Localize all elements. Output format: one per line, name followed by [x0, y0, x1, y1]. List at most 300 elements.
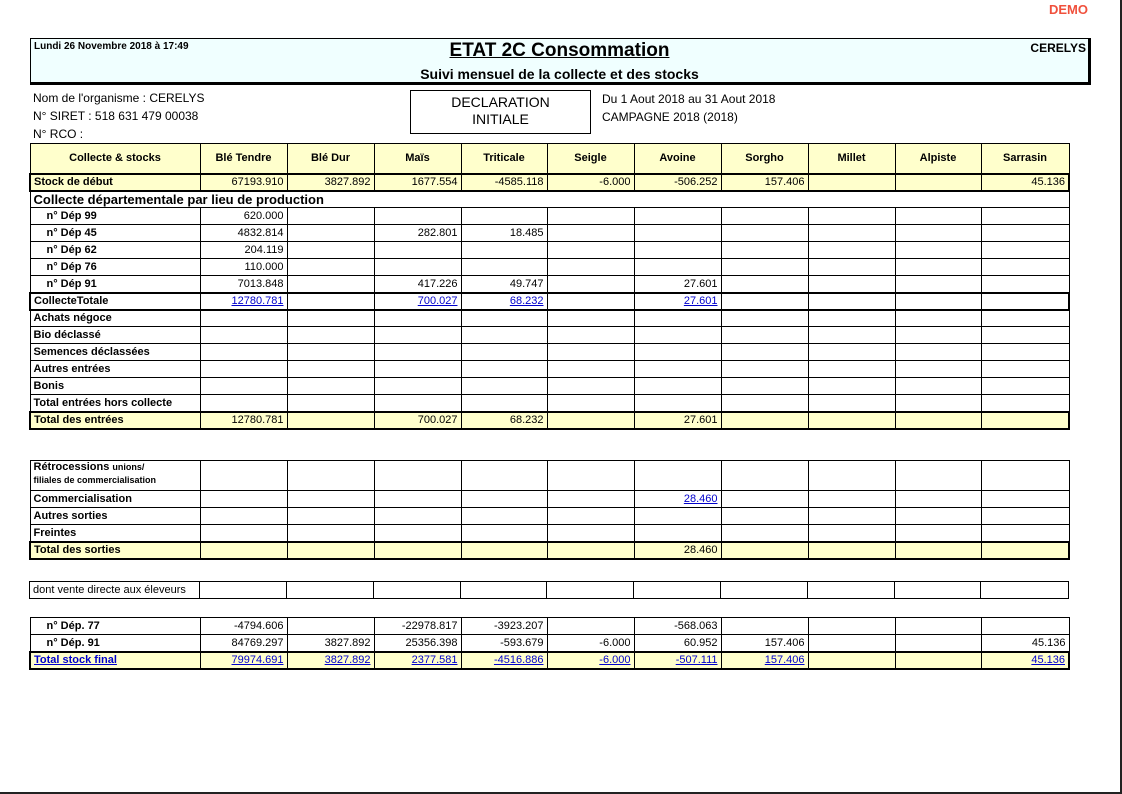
value-cell — [461, 344, 547, 361]
value-cell — [808, 412, 895, 429]
value-cell — [634, 508, 721, 525]
value-cell — [200, 525, 287, 542]
value-cell — [547, 242, 634, 259]
row-label: n° Dép. 91 — [30, 635, 200, 652]
value-cell — [981, 276, 1069, 293]
value-cell — [287, 225, 374, 242]
value-cell — [287, 412, 374, 429]
entree-row — [30, 344, 1069, 361]
retrocessions-small1: unions/ — [112, 462, 145, 472]
value-cell — [461, 361, 547, 378]
row-label: Semences déclassées — [30, 344, 200, 361]
value-cell[interactable] — [981, 652, 1069, 669]
value-cell — [808, 293, 895, 310]
value-cell — [374, 310, 461, 327]
stock-debut-row — [30, 174, 1069, 191]
value-cell[interactable] — [461, 293, 547, 310]
value-cell — [287, 327, 374, 344]
row-label: CollecteTotale — [30, 293, 200, 310]
value-cell — [287, 525, 374, 542]
value-cell: -6.000 — [547, 635, 634, 652]
value-cell — [461, 378, 547, 395]
value-cell — [547, 525, 634, 542]
value-cell — [808, 395, 895, 412]
collecte-section-title: Collecte départementale par lieu de production — [30, 191, 1069, 208]
column-header: Sarrasin — [981, 144, 1069, 174]
value-cell[interactable] — [721, 652, 808, 669]
value-cell — [547, 378, 634, 395]
value-cell — [981, 310, 1069, 327]
declaration-line1: DECLARATION — [451, 94, 550, 110]
entree-row — [30, 361, 1069, 378]
value-cell: 25356.398 — [374, 635, 461, 652]
value-cell — [721, 378, 808, 395]
value-cell — [721, 225, 808, 242]
value-cell — [895, 276, 981, 293]
period-dates: Du 1 Aout 2018 au 31 Aout 2018 — [602, 92, 776, 106]
value-cell — [634, 395, 721, 412]
value-cell — [981, 618, 1069, 635]
value-cell — [634, 208, 721, 225]
value-cell: 4832.814 — [200, 225, 287, 242]
total-sorties-row — [30, 542, 1069, 559]
value-cell — [981, 293, 1069, 310]
value-cell — [634, 344, 721, 361]
value-cell — [808, 208, 895, 225]
value-cell — [461, 525, 547, 542]
value-cell: 1677.554 — [374, 174, 461, 191]
value-cell — [895, 344, 981, 361]
value-cell — [200, 344, 287, 361]
value-cell — [895, 525, 981, 542]
row-label: Total entrées hors collecte — [30, 395, 200, 412]
info-rco: N° RCO : — [33, 127, 84, 141]
row-label: Freintes — [30, 525, 200, 542]
value-cell: 49.747 — [461, 276, 547, 293]
value-link[interactable]: 28.460 — [683, 493, 718, 505]
value-cell: -3923.207 — [461, 618, 547, 635]
declaration-line2: INITIALE — [472, 111, 529, 127]
value-cell — [895, 225, 981, 242]
value-cell — [721, 491, 808, 508]
value-cell — [721, 508, 808, 525]
commercialisation-row — [30, 491, 1069, 508]
value-cell[interactable] — [200, 652, 287, 669]
column-header: Seigle — [547, 144, 634, 174]
final-dep-row — [30, 635, 1069, 652]
column-header: Millet — [808, 144, 895, 174]
value-cell: 45.136 — [981, 635, 1069, 652]
value-cell — [634, 225, 721, 242]
value-cell — [547, 208, 634, 225]
value-cell — [287, 618, 374, 635]
demo-watermark: DEMO — [1049, 2, 1088, 17]
value-link[interactable]: 45.136 — [1031, 654, 1065, 666]
row-label: Autres sorties — [30, 508, 200, 525]
value-cell — [547, 618, 634, 635]
value-cell — [287, 461, 374, 491]
value-cell — [200, 508, 287, 525]
value-cell: -4585.118 — [461, 174, 547, 191]
retrocessions-row — [30, 461, 1069, 491]
value-cell: 204.119 — [200, 242, 287, 259]
value-cell: 157.406 — [721, 174, 808, 191]
value-cell — [461, 327, 547, 344]
value-cell — [808, 259, 895, 276]
final-dep-row — [30, 618, 1069, 635]
info-nom: Nom de l'organisme : CERELYS — [33, 91, 205, 105]
value-link[interactable]: 700.027 — [417, 295, 458, 307]
column-header: Blé Tendre — [200, 144, 287, 174]
value-cell: -22978.817 — [374, 618, 461, 635]
value-cell — [287, 361, 374, 378]
value-cell — [721, 582, 808, 599]
value-cell: 157.406 — [721, 635, 808, 652]
value-cell — [808, 174, 895, 191]
entree-row — [30, 310, 1069, 327]
value-cell — [547, 582, 634, 599]
value-cell — [634, 461, 721, 491]
value-link[interactable]: 12780.781 — [231, 295, 284, 307]
value-cell: 68.232 — [461, 412, 547, 429]
row-label: Commercialisation — [30, 491, 200, 508]
value-cell — [461, 310, 547, 327]
value-cell — [895, 208, 981, 225]
value-cell — [547, 259, 634, 276]
value-cell — [721, 242, 808, 259]
value-cell — [374, 491, 461, 508]
value-cell — [808, 310, 895, 327]
stock-table — [29, 143, 1070, 430]
value-cell — [895, 242, 981, 259]
value-cell — [547, 276, 634, 293]
row-label: n° Dép 62 — [30, 242, 200, 259]
value-cell: 60.952 — [634, 635, 721, 652]
value-cell — [721, 461, 808, 491]
value-cell: 3827.892 — [287, 635, 374, 652]
column-header: Maïs — [374, 144, 461, 174]
value-link[interactable]: 157.406 — [764, 654, 805, 666]
value-cell — [200, 310, 287, 327]
value-cell: 45.136 — [981, 174, 1069, 191]
value-cell — [721, 525, 808, 542]
value-cell — [895, 508, 981, 525]
value-cell — [808, 618, 895, 635]
value-cell — [547, 293, 634, 310]
value-cell — [461, 491, 547, 508]
value-cell: 110.000 — [200, 259, 287, 276]
value-cell — [374, 508, 461, 525]
value-cell — [895, 635, 981, 652]
dep-row — [30, 225, 1069, 242]
value-cell: -4794.606 — [200, 618, 287, 635]
value-cell — [547, 491, 634, 508]
value-cell — [200, 378, 287, 395]
column-header: Collecte & stocks — [30, 144, 200, 174]
value-cell — [461, 582, 547, 599]
value-cell — [287, 582, 374, 599]
row-label: Bonis — [30, 378, 200, 395]
value-cell — [634, 259, 721, 276]
value-cell: 620.000 — [200, 208, 287, 225]
value-cell — [200, 461, 287, 491]
value-cell: 18.485 — [461, 225, 547, 242]
value-cell — [374, 582, 461, 599]
value-cell: 3827.892 — [287, 174, 374, 191]
value-cell — [981, 378, 1069, 395]
value-cell — [895, 293, 981, 310]
entree-row — [30, 395, 1069, 412]
value-cell — [981, 361, 1069, 378]
sortie-row — [30, 525, 1069, 542]
total-entrees-row — [30, 412, 1069, 429]
row-label: n° Dép 91 — [30, 276, 200, 293]
value-cell — [895, 461, 981, 491]
value-cell — [895, 310, 981, 327]
value-cell — [808, 635, 895, 652]
value-cell — [547, 395, 634, 412]
declaration-box — [410, 90, 591, 134]
value-cell — [287, 310, 374, 327]
value-link[interactable]: 79974.691 — [231, 654, 284, 666]
value-cell — [981, 525, 1069, 542]
value-cell — [895, 582, 981, 599]
value-cell — [287, 242, 374, 259]
value-cell[interactable] — [374, 652, 461, 669]
value-cell — [547, 508, 634, 525]
value-cell: -506.252 — [634, 174, 721, 191]
value-cell — [461, 259, 547, 276]
value-cell — [374, 525, 461, 542]
value-cell — [634, 310, 721, 327]
value-link[interactable]: -507.111 — [675, 654, 718, 666]
report-header — [30, 38, 1091, 85]
row-label: dont vente directe aux éleveurs — [30, 582, 200, 599]
value-cell — [287, 508, 374, 525]
value-cell — [287, 259, 374, 276]
value-cell — [287, 542, 374, 559]
dep-row — [30, 276, 1069, 293]
value-cell — [634, 242, 721, 259]
value-cell — [895, 652, 981, 669]
value-cell — [547, 542, 634, 559]
row-label[interactable] — [30, 652, 200, 669]
value-cell — [374, 461, 461, 491]
dep-row — [30, 259, 1069, 276]
value-cell — [721, 344, 808, 361]
value-cell — [374, 378, 461, 395]
stock-final-table — [29, 617, 1070, 670]
value-cell — [634, 327, 721, 344]
entree-row — [30, 378, 1069, 395]
retrocessions-text: Rétrocessions — [33, 461, 110, 473]
period-campagne: CAMPAGNE 2018 (2018) — [602, 110, 738, 124]
value-cell[interactable] — [547, 652, 634, 669]
value-cell[interactable] — [634, 293, 721, 310]
value-cell — [808, 652, 895, 669]
value-cell — [634, 582, 721, 599]
value-cell: 84769.297 — [200, 635, 287, 652]
value-cell — [981, 582, 1069, 599]
value-cell — [374, 542, 461, 559]
value-cell — [981, 327, 1069, 344]
column-header: Blé Dur — [287, 144, 374, 174]
table-header-row — [30, 144, 1069, 174]
vente-directe-row — [30, 582, 1069, 599]
value-cell — [634, 378, 721, 395]
value-cell — [808, 327, 895, 344]
sortie-row — [30, 508, 1069, 525]
value-cell — [981, 461, 1069, 491]
column-header: Triticale — [461, 144, 547, 174]
value-cell — [981, 344, 1069, 361]
value-cell — [547, 461, 634, 491]
retrocessions-small2: filiales de commercialisation — [33, 475, 157, 485]
value-cell — [808, 461, 895, 491]
report-title: ETAT 2C Consommation — [449, 40, 670, 61]
value-cell — [200, 327, 287, 344]
value-cell[interactable] — [374, 293, 461, 310]
value-cell — [461, 461, 547, 491]
value-cell — [721, 310, 808, 327]
value-cell — [721, 412, 808, 429]
value-cell — [200, 491, 287, 508]
report-date: Lundi 26 Novembre 2018 à 17:49 — [34, 41, 189, 52]
value-cell — [808, 582, 895, 599]
row-label-link[interactable]: Total stock final — [34, 654, 117, 666]
value-cell: 7013.848 — [200, 276, 287, 293]
value-cell: 27.601 — [634, 412, 721, 429]
dep-row — [30, 208, 1069, 225]
value-cell — [721, 618, 808, 635]
value-cell — [721, 208, 808, 225]
value-cell — [895, 174, 981, 191]
value-cell — [981, 225, 1069, 242]
value-cell — [721, 259, 808, 276]
value-cell — [808, 542, 895, 559]
value-cell — [808, 525, 895, 542]
value-cell — [374, 208, 461, 225]
stock-final-row — [30, 652, 1069, 669]
value-cell[interactable] — [634, 491, 721, 508]
value-cell — [547, 361, 634, 378]
value-cell — [461, 395, 547, 412]
value-cell — [721, 276, 808, 293]
value-cell — [547, 310, 634, 327]
value-cell: 12780.781 — [200, 412, 287, 429]
value-cell: 67193.910 — [200, 174, 287, 191]
value-cell — [461, 242, 547, 259]
value-cell — [200, 395, 287, 412]
value-cell[interactable] — [287, 652, 374, 669]
value-link[interactable]: 68.232 — [509, 295, 544, 307]
value-cell — [634, 361, 721, 378]
value-cell: -593.679 — [461, 635, 547, 652]
entree-row — [30, 327, 1069, 344]
value-cell — [287, 491, 374, 508]
value-cell — [287, 208, 374, 225]
value-cell — [981, 208, 1069, 225]
value-cell — [374, 344, 461, 361]
value-cell[interactable] — [461, 652, 547, 669]
value-cell — [287, 378, 374, 395]
row-label: Stock de début — [30, 174, 200, 191]
value-cell — [808, 225, 895, 242]
value-cell — [461, 542, 547, 559]
value-cell — [287, 395, 374, 412]
value-cell: -6.000 — [547, 174, 634, 191]
collecte-totale-row — [30, 293, 1069, 310]
value-cell — [808, 344, 895, 361]
value-cell — [895, 327, 981, 344]
value-cell — [287, 293, 374, 310]
value-cell — [374, 395, 461, 412]
value-cell — [634, 525, 721, 542]
value-cell — [287, 276, 374, 293]
value-cell — [721, 542, 808, 559]
value-cell — [200, 542, 287, 559]
column-header: Alpiste — [895, 144, 981, 174]
value-cell: 282.801 — [374, 225, 461, 242]
value-cell — [200, 361, 287, 378]
organisation-name: CERELYS — [1030, 41, 1086, 55]
value-cell — [981, 259, 1069, 276]
value-link[interactable]: 27.601 — [683, 295, 718, 307]
value-cell — [461, 508, 547, 525]
vente-directe-table — [29, 581, 1069, 599]
value-cell — [721, 327, 808, 344]
sorties-table — [29, 460, 1070, 560]
row-label: n° Dép. 77 — [30, 618, 200, 635]
value-link[interactable]: -4516.886 — [493, 654, 544, 666]
value-cell — [287, 344, 374, 361]
value-cell — [808, 508, 895, 525]
value-cell[interactable] — [634, 652, 721, 669]
value-link[interactable]: 3827.892 — [324, 654, 371, 666]
value-cell — [981, 242, 1069, 259]
value-cell — [808, 378, 895, 395]
row-label: n° Dép 99 — [30, 208, 200, 225]
value-cell — [981, 412, 1069, 429]
value-cell — [895, 395, 981, 412]
row-label: n° Dép 45 — [30, 225, 200, 242]
row-label: Achats négoce — [30, 310, 200, 327]
row-label: Total des entrées — [30, 412, 200, 429]
value-cell — [981, 508, 1069, 525]
value-cell — [547, 225, 634, 242]
value-cell — [721, 361, 808, 378]
value-cell — [895, 491, 981, 508]
value-cell — [981, 395, 1069, 412]
value-cell — [895, 542, 981, 559]
value-cell: 417.226 — [374, 276, 461, 293]
value-cell[interactable] — [200, 293, 287, 310]
value-cell — [200, 582, 287, 599]
value-link[interactable]: -6.000 — [599, 654, 631, 666]
dep-row — [30, 242, 1069, 259]
value-cell — [374, 259, 461, 276]
value-cell — [895, 361, 981, 378]
value-cell — [721, 395, 808, 412]
value-cell — [374, 242, 461, 259]
value-cell — [374, 361, 461, 378]
value-link[interactable]: 2377.581 — [411, 654, 458, 666]
value-cell — [895, 618, 981, 635]
value-cell: 27.601 — [634, 276, 721, 293]
value-cell — [895, 259, 981, 276]
value-cell — [461, 208, 547, 225]
info-siret: N° SIRET : 518 631 479 00038 — [33, 109, 199, 123]
